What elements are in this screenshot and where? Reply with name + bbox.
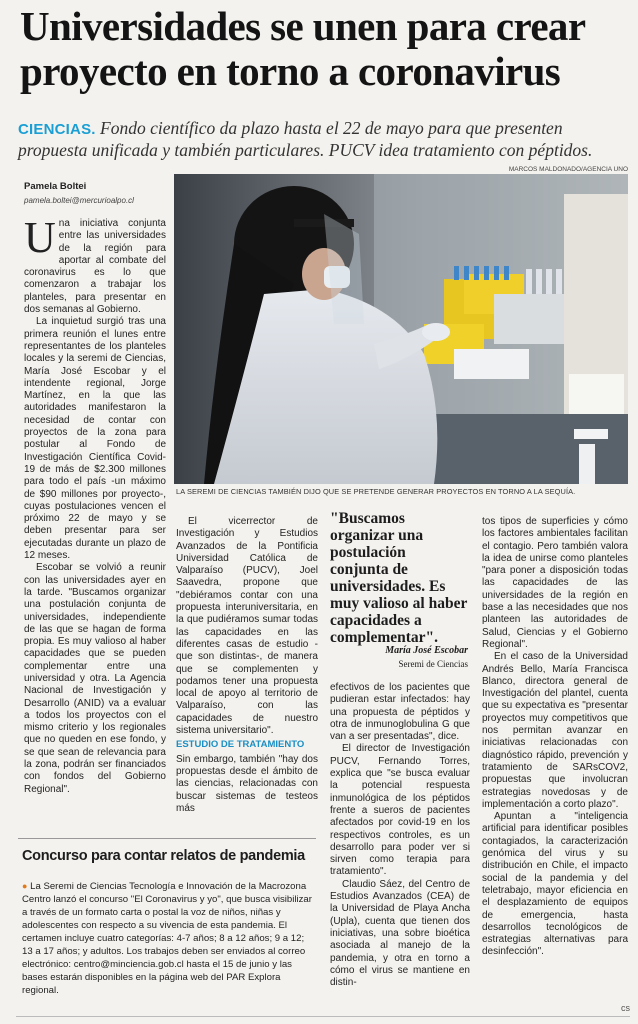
headline: Universidades se unen para crear proyecto en torno a coronavirus <box>20 3 585 94</box>
box-text: La Seremi de Ciencias Tecnología e Innovación de la Macrozona Centro lanzó el concurso "El Coronavirus y yo", que busca visibilizar a través de un formato carta o postal la voz de niños, niñas y adolescentes con respecto a su vivencia de esta pandemia. El certamen incluye cuatro categorías: 4-7 años; 8 a 12 años; 9 a 12; 13 a 17 años; y adultos. Los trabajos deben ser enviados al correo electrónico: centro@minciencia.gob.cl hasta el 15 de junio y las bases estarán disponibles en la página web del PAR Explora regional. <box>22 881 312 996</box>
lab-photo <box>174 174 628 484</box>
lead-paragraph <box>24 213 166 316</box>
box-title: Concurso para contar relatos de pandemia <box>22 848 305 864</box>
photo-credit: MARCOS MALDONADO/AGENCIA UNO <box>508 166 628 173</box>
paragraph: efectivos de los pacientes que pudieran estar infectados: hay una propuesta de péptidos y otra de inmunoglobulina G que van a ser presentadas", dice. <box>330 682 470 743</box>
paragraph: La inquietud surgió tras una primera reunión el lunes entre representantes de los planteles locales y la seremi de Ciencias, María José Escobar y el intendente regional, Jorge Martínez, en la que las autoridades manifestaron la necesidad de contar con proyectos de la zona para postular al Fondo de Investigación Científica Covid-19 de más de $2.300 millones para todo el país -un máximo de $90 millones por proyecto-, cuyas postulaciones vencen el próximo 22 de mayo y se deben presentar para ser ejecutadas durante un plazo de 12 meses. <box>24 316 166 562</box>
paragraph: Claudio Sáez, del Centro de Estudios Avanzados (CEA) de la Universidad de Playa Ancha (Upla), cuenta que tienen dos iniciativas, una sobre bioética asociada al manejo de la pandemia, y otra en torno a cómo el virus se mantiene en distin- <box>330 878 470 989</box>
pull-quote-attribution <box>330 645 468 669</box>
column-4 <box>482 516 628 959</box>
section-kicker: CIENCIAS. <box>18 121 96 138</box>
paragraph: Sin embargo, también "hay dos propuestas desde el ámbito de las ciencias, relacionadas con buscar sistemas de testeos más <box>176 753 318 814</box>
author-email: pamela.boltei@mercurioalpo.cl <box>24 196 134 205</box>
bullet-icon: ● <box>22 881 28 891</box>
page-bottom-rule <box>16 1016 630 1017</box>
paragraph: Escobar se volvió a reunir con las universidades ayer en la tarde. "Buscamos organizar una postulación conjunta de universidades, independiente de las que se hagan de forma propia. Es muy valioso al haber capacidades que se pueden complementar entre una universidad y otra. La Agencia Nacional de Investigación y Desarrollo (ANID) va a evaluar a todos los proyectos con el mismo criterio y los regionales que no queden en ese fondo, y se que sean de relevancia para la zona, podrán ser financiados con fondos del Gobierno Regional". <box>24 562 166 795</box>
subhead: ESTUDIO DE TRATAMIENTO <box>176 739 305 751</box>
deck-text: Fondo científico da plazo hasta el 22 de mayo para que presenten propuesta unificada y también particulares. PUCV idea tratamiento con péptidos. <box>18 118 593 160</box>
author-name: Pamela Boltei <box>24 181 87 192</box>
lead-text: na iniciativa conjunta entre las universidades de la región para aportar al combate del coronavirus es lo que comenzaron a trabajar los planteles, para presentar en dos semanas al Gobierno. <box>24 218 166 316</box>
box-divider <box>18 838 316 839</box>
quote-author: María José Escobar <box>385 645 468 656</box>
end-mark-icon: cs <box>621 1003 630 1013</box>
photo-caption: LA SEREMI DE CIENCIAS TAMBIÉN DIJO QUE SE PRETENDE GENERAR PROYECTOS EN TORNO A LA SEQUÍA. <box>176 487 576 496</box>
quote-role: Seremi de Ciencias <box>398 659 468 669</box>
column-3 <box>330 682 470 989</box>
paragraph: En el caso de la Universidad Andrés Bello, María Francisca Blanco, directora general de Investigación del plantel, cuenta que su expectativa es "presentar proyectos muy competitivos que nos permitan avanzar en iniciativas relacionadas con diagnóstico rápido, prevención y tratamiento de SARsCOV2, propuestas que involucran estrategias novedosas y de implementación a corto plazo". <box>482 651 628 810</box>
dropcap: U <box>24 213 56 262</box>
paragraph: El director de Investigación PUCV, Fernando Torres, explica que "se busca evaluar la potencial respuesta inmunológica de los péptidos frente a sueros de pacientes afectados por covid-19 en los respectivos controles, es un desarrollo para poder ver si sirven como terapia para tratamiento". <box>330 743 470 878</box>
column-1 <box>24 213 166 796</box>
column-2 <box>176 516 318 815</box>
deck <box>18 118 630 160</box>
box-body <box>22 880 312 997</box>
paragraph: Apuntan a "inteligencia artificial para identificar posibles contagiados, la caracterización genómica del virus y su distribución en Chile, el impacto social de la pandemia y del teletrabajo, mayor eficiencia en el desplazamiento de equipos de emergencia, hasta desarrollos tecnológicos de estrategias alternativas para desinfección". <box>482 811 628 958</box>
paragraph: tos tipos de superficies y cómo los factores ambientales facilitan el contagio. Pero también valora la idea de unirse como planteles "para poner a disposición todas las capacidades de las universidades de la región en base a las necesidades que nos planteen las autoridades de Salud, Ciencias y el Gobierno Regional". <box>482 516 628 650</box>
byline <box>24 181 164 205</box>
paragraph: El vicerrector de Investigación y Estudios Avanzados de la Pontificia Universidad Católica de Valparaíso (PUCV), Joel Saavedra, propone que "debiéramos contar con una propuesta interuniversitaria, en la que pudiéramos sumar todas las capacidades en las diferentes casas de estudio -que son distintas-, de manera que se complementen y podamos tener una propuesta local de apoyo al territorio de Valparaíso, con las capacidades de nuestro sistema universitario". <box>176 516 318 737</box>
pull-quote: "Buscamos organizar una postulación conjunta de universidades. Es muy valioso al haber capacidades a complementar". <box>330 510 468 646</box>
